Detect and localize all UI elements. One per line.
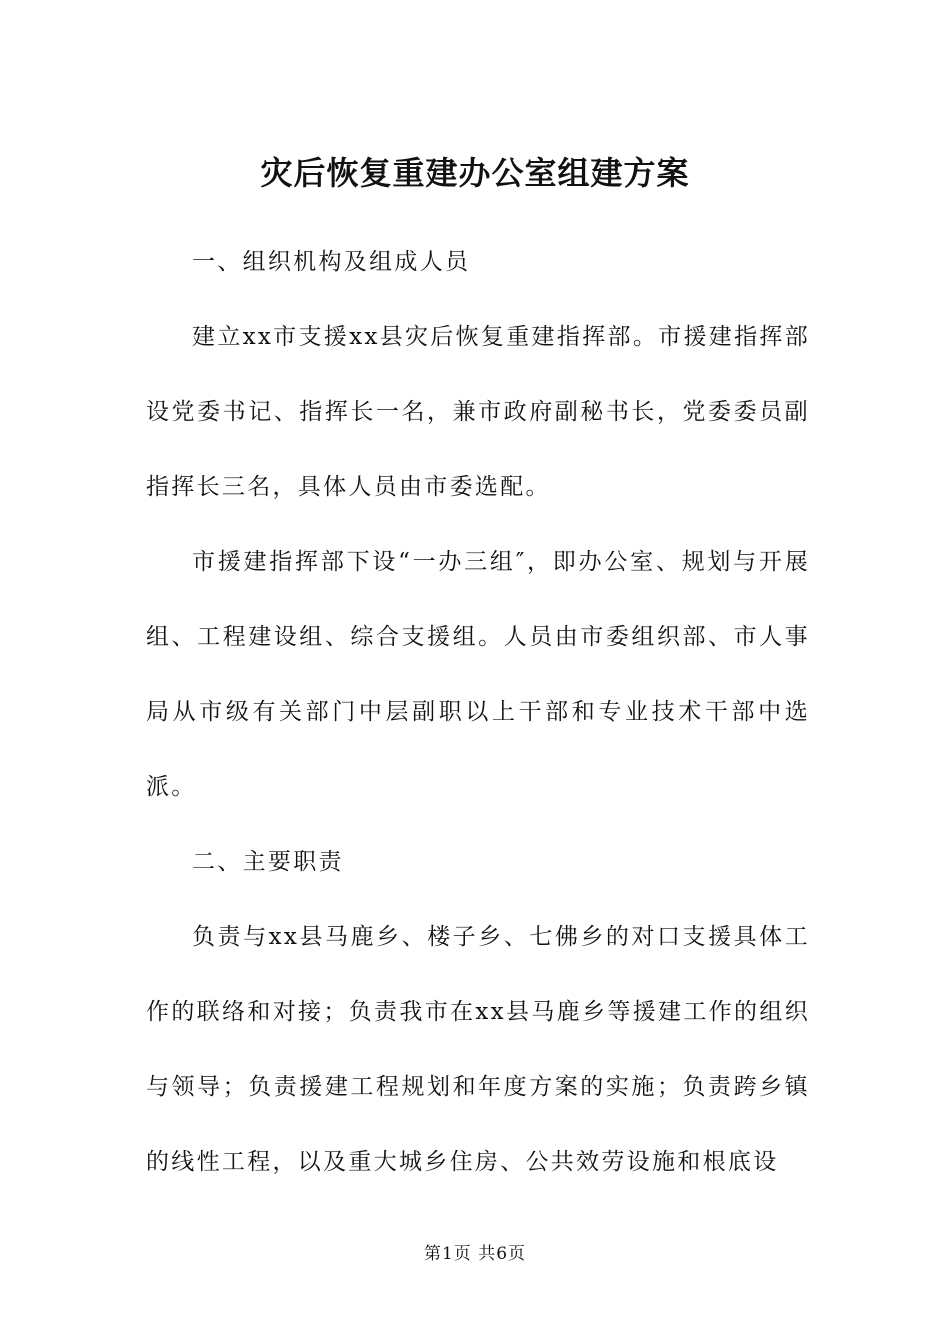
paragraph-command-post: 建立xx市支援xx县灾后恢复重建指挥部。市援建指挥部设党委书记、指挥长一名，兼市政府副秘书长，党委委员副指挥长三名，具体人员由市委选配。 (146, 324, 810, 500)
document-body (146, 225, 810, 1200)
page-number-footer: 第1页 共6页 (423, 1244, 527, 1264)
section-heading-duties: 二、主要职责 (192, 849, 344, 875)
paragraph-office-groups: 市援建指挥部下设“一办三组″，即办公室、规划与开展组、工程建设组、综合支援组。人员由市委组织部、市人事局从市级有关部门中层副职以上干部和专业技术干部中选派。 (146, 549, 810, 800)
section-heading-organization: 一、组织机构及组成人员 (192, 249, 471, 275)
document-title: 灾后恢复重建办公室组建方案 (260, 154, 690, 193)
paragraph-duties: 负责与xx县马鹿乡、楼子乡、七佛乡的对口支援具体工作的联络和对接；负责我市在xx县马鹿乡等援建工作的组织与领导；负责援建工程规划和年度方案的实施；负责跨乡镇的线性工程，以及重大城乡住房、公共效劳设施和根底设 (146, 924, 810, 1175)
